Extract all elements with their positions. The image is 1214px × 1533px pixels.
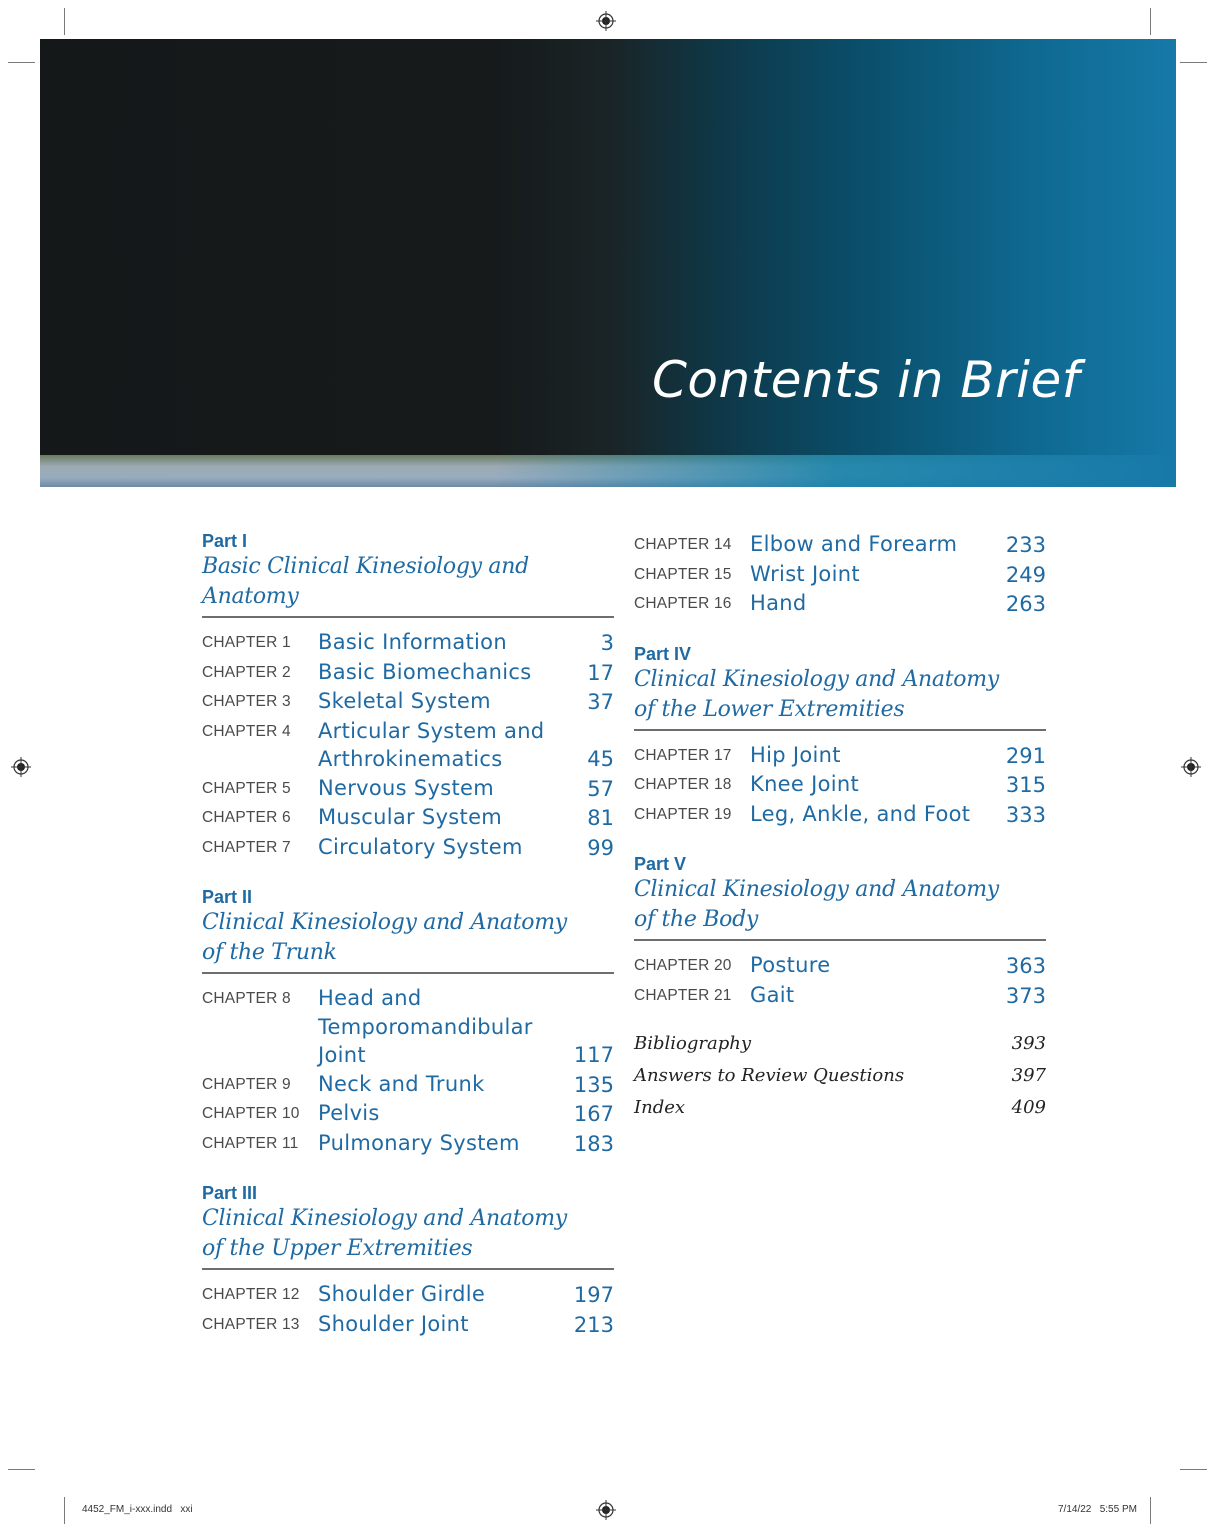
chapter-title: Nervous System [318,775,494,800]
page-number: 373 [1005,983,1046,1008]
page-number: 167 [573,1102,614,1126]
back-matter-title: Index [634,1097,686,1118]
crop-mark-left-bottom [8,1469,35,1470]
chapter-title: Knee Joint [750,772,860,796]
chapter-number: CHAPTER 15 [634,565,732,583]
chapter-number: CHAPTER 14 [634,536,732,553]
chapter-number: CHAPTER 19 [634,805,732,823]
page-number: 249 [1005,562,1046,587]
chapter-title: Pelvis [318,1101,380,1125]
chapter-number: CHAPTER 21 [634,986,732,1004]
back-matter-entry[interactable] [634,1028,1046,1060]
contents-column-right [634,530,1046,1124]
chapter-entry[interactable] [634,741,1046,771]
chapter-entry[interactable] [634,530,1046,560]
chapter-entry[interactable] [202,1099,614,1129]
part-title-line: of the Upper Extremities [202,1236,473,1261]
chapter-number: CHAPTER 12 [202,1286,300,1303]
page-number: 363 [1005,954,1046,978]
header-banner [40,39,1176,487]
chapter-title [318,984,554,1070]
chapter-entry[interactable] [634,800,1046,830]
part-title-line: of the Lower Extremities [634,696,905,722]
part-label: Part III [202,1183,258,1203]
chapter-entry[interactable] [202,628,614,658]
chapter-number: CHAPTER 10 [202,1105,300,1122]
back-matter-title: Bibliography [634,1033,751,1054]
part-title-line: Clinical Kinesiology and Anatomy [634,666,999,692]
divider [634,939,1046,941]
chapter-title: Leg, Ankle, and Foot [750,801,971,826]
chapter-title: Elbow and Forearm [750,532,958,556]
chapter-entry[interactable] [634,981,1046,1011]
part-title-line: of the Trunk [202,940,337,965]
chapter-number: CHAPTER 6 [202,809,291,826]
chapter-entry[interactable] [202,833,614,863]
chapter-title-line: Head and [318,986,422,1010]
page-number: 99 [587,835,614,860]
crop-mark-bottom-left [64,1497,65,1524]
print-slug-file: 4452_FM_i-xxx.indd xxi [82,1504,193,1515]
chapter-title: Neck and Trunk [318,1071,485,1096]
chapter-title: Basic Biomechanics [318,659,532,684]
part-title-line: Clinical Kinesiology and Anatomy [202,910,567,935]
page-title: Contents in Brief [652,351,1080,409]
page-number: 397 [1011,1065,1046,1086]
page-number: 333 [1005,802,1046,827]
part-label: Part IV [634,643,692,664]
chapter-title: Shoulder Joint [318,1311,469,1336]
part-title-line: of the Body [634,907,759,932]
chapter-entry[interactable] [202,658,614,688]
part-title [202,1204,614,1264]
chapter-title: Skeletal System [318,689,491,713]
back-matter-entry[interactable] [634,1092,1046,1124]
chapter-entry[interactable] [202,1070,614,1100]
print-slug-datetime: 7/14/22 5:55 PM [1058,1504,1137,1515]
chapter-number: CHAPTER 9 [202,1075,291,1093]
chapter-title: Basic Information [318,630,507,654]
divider [202,616,614,618]
page-number: 45 [587,747,614,771]
crop-mark-left-top [8,62,35,63]
chapter-number: CHAPTER 4 [202,722,291,740]
part-title-line: Clinical Kinesiology and Anatomy [202,1206,567,1231]
back-matter [634,1028,1046,1124]
crop-mark-top-left [64,8,65,35]
registration-mark-icon [596,1500,616,1520]
divider [634,729,1046,731]
chapter-number: CHAPTER 18 [634,776,732,793]
page-number: 409 [1011,1097,1046,1118]
back-matter-title: Answers to Review Questions [634,1065,905,1086]
chapter-title: Shoulder Girdle [318,1282,486,1306]
chapter-entry[interactable] [202,1310,614,1340]
chapter-entry[interactable] [634,560,1046,590]
registration-mark-icon [1181,757,1201,777]
crop-mark-right-top [1180,62,1207,63]
part-title-line: Clinical Kinesiology and Anatomy [634,877,999,902]
part-title [202,908,614,968]
page-number: 393 [1011,1033,1046,1054]
chapter-title: Muscular System [318,805,503,829]
chapter-number: CHAPTER 11 [202,1134,299,1152]
page-number: 291 [1005,743,1046,768]
chapter-title-line: Joint [318,1043,366,1067]
chapter-number: CHAPTER 20 [634,957,732,974]
page-number: 315 [1005,773,1046,797]
page-number: 233 [1005,533,1046,557]
part-label: Part V [634,854,687,874]
chapter-entry[interactable] [202,717,614,774]
registration-mark-icon [11,757,31,777]
chapter-number: CHAPTER 5 [202,779,291,797]
chapter-number: CHAPTER 8 [202,990,291,1007]
chapter-entry[interactable] [202,774,614,804]
chapter-entry[interactable] [634,589,1046,619]
chapter-title [318,717,554,774]
part-label: Part II [202,887,253,907]
chapter-entry[interactable] [202,1129,614,1159]
crop-mark-bottom-right [1150,1497,1151,1524]
chapter-title: Hip Joint [750,742,841,767]
part-title [634,665,1046,725]
part-3-continued [634,530,1046,619]
chapter-entry[interactable] [202,803,614,833]
chapter-number: CHAPTER 17 [634,746,732,764]
chapter-entry[interactable] [202,687,614,717]
divider [202,972,614,974]
chapter-number: CHAPTER 7 [202,838,291,856]
part-2 [202,886,614,1158]
divider [202,1268,614,1270]
crop-mark-right-bottom [1180,1469,1207,1470]
chapter-number: CHAPTER 13 [202,1315,300,1333]
chapter-title-line: Articular System and [318,718,545,743]
chapter-entry[interactable] [202,1280,614,1310]
page-number: 117 [573,1043,614,1067]
chapter-number: CHAPTER 3 [202,693,291,710]
chapter-entry[interactable] [202,984,614,1070]
part-title: Basic Clinical Kinesiology and Anatomy [202,554,529,609]
chapter-entry[interactable] [634,951,1046,981]
page-number: 81 [587,806,614,830]
chapter-entry[interactable] [634,770,1046,800]
chapter-title: Posture [750,953,831,977]
chapter-title: Gait [750,982,795,1007]
registration-mark-icon [596,11,616,31]
chapter-title: Circulatory System [318,834,523,859]
page-number: 213 [573,1312,614,1337]
page-number: 197 [573,1283,614,1307]
page-number: 183 [573,1131,614,1156]
chapter-number: CHAPTER 2 [202,663,291,681]
chapter-title: Pulmonary System [318,1130,520,1155]
page-number: 3 [600,631,614,655]
crop-mark-top-right [1150,8,1151,35]
part-title [634,875,1046,935]
contents-column-left [202,530,614,1359]
page-number: 263 [1005,592,1046,616]
page-number: 17 [587,660,614,685]
chapter-number: CHAPTER 1 [202,634,291,651]
page-number: 37 [587,690,614,714]
chapter-title: Hand [750,591,807,615]
chapter-title: Wrist Joint [750,561,860,586]
part-5 [634,853,1046,1010]
page-number: 135 [573,1072,614,1097]
banner-band-fade [494,455,1176,487]
part-3 [202,1182,614,1339]
back-matter-entry[interactable] [634,1060,1046,1092]
part-1 [202,530,614,862]
chapter-title-line: Temporomandibular [318,1014,533,1039]
chapter-number: CHAPTER 16 [634,595,732,612]
page-number: 57 [587,776,614,801]
chapter-title-line: Arthrokinematics [318,747,503,771]
part-label: Part I [202,531,248,551]
part-4 [634,643,1046,830]
